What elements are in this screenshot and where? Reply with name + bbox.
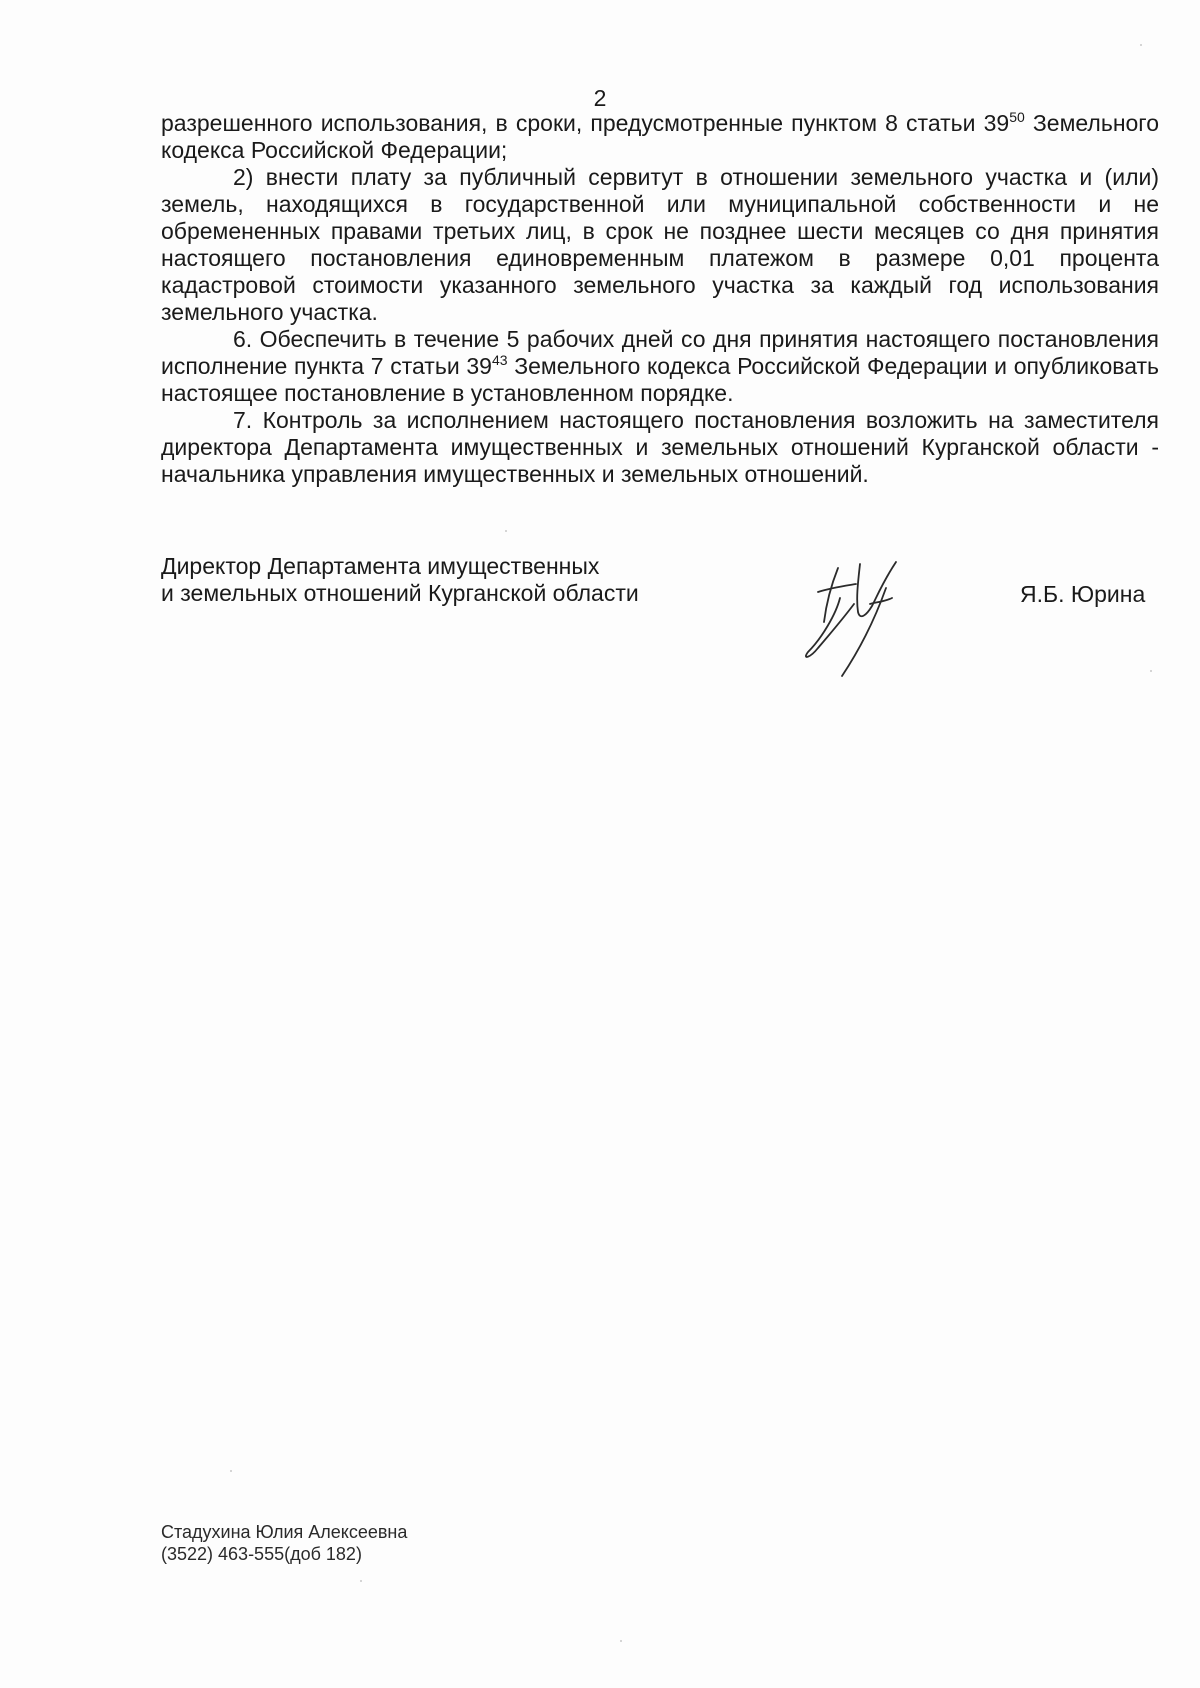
paragraph-continuation: [161, 110, 1159, 164]
scan-speck: [1150, 670, 1152, 672]
paragraph-item-7: 7. Контроль за исполнением настоящего постановления возложить на заместителя директора Департамента имущественных и земельных отношений Курганской области - начальника управления имущественных и земельных отношений.: [161, 407, 1159, 487]
paragraph-text: разрешенного использования, в сроки, предусмотренные пунктом 8 статьи 39: [161, 110, 1010, 136]
paragraph-item-6: [161, 326, 1159, 407]
scan-speck: [230, 1470, 232, 1472]
executor-name: Стадухина Юлия Алексеевна: [161, 1522, 408, 1542]
executor-phone: (3522) 463-555(доб 182): [161, 1544, 362, 1564]
handwritten-signature: [800, 558, 920, 678]
paragraph-text: Земельного кодекса Российской Федерации;: [161, 110, 1159, 163]
scan-speck: [620, 1640, 622, 1642]
superscript: 43: [491, 352, 508, 368]
superscript: 50: [1009, 109, 1025, 125]
page-number: 2: [593, 85, 607, 111]
scan-speck: [360, 1580, 362, 1582]
signatory-name: Я.Б. Юрина: [1020, 581, 1146, 607]
paragraph-text: 6. Обеспечить в течение 5 рабочих дней со дня принятия настоящего постановления исполнение пункта 7 статьи 39: [161, 326, 1159, 379]
paragraph-item-2: 2) внести плату за публичный сервитут в отношении земельного участка и (или) земель, находящихся в государственной или муниципальной собственности и не обремененных правами третьих лиц, в срок не позднее шести месяцев со дня принятия настоящего постановления единовременным платежом в размере 0,01 процента кадастровой стоимости указанного земельного участка за каждый год использования земельного участка.: [161, 164, 1159, 325]
scan-speck: [505, 530, 507, 532]
signatory-title-line: Директор Департамента имущественных: [161, 553, 600, 579]
document-body: [161, 110, 1159, 488]
executor-contact: [161, 1521, 407, 1565]
scan-speck: [1140, 44, 1142, 46]
paragraph-text: Земельного кодекса Российской Федерации и опубликовать настоящее постановление в установленном порядке.: [161, 353, 1160, 406]
signatory-title: [161, 553, 639, 607]
signatory-title-line: и земельных отношений Курганской области: [161, 580, 639, 606]
